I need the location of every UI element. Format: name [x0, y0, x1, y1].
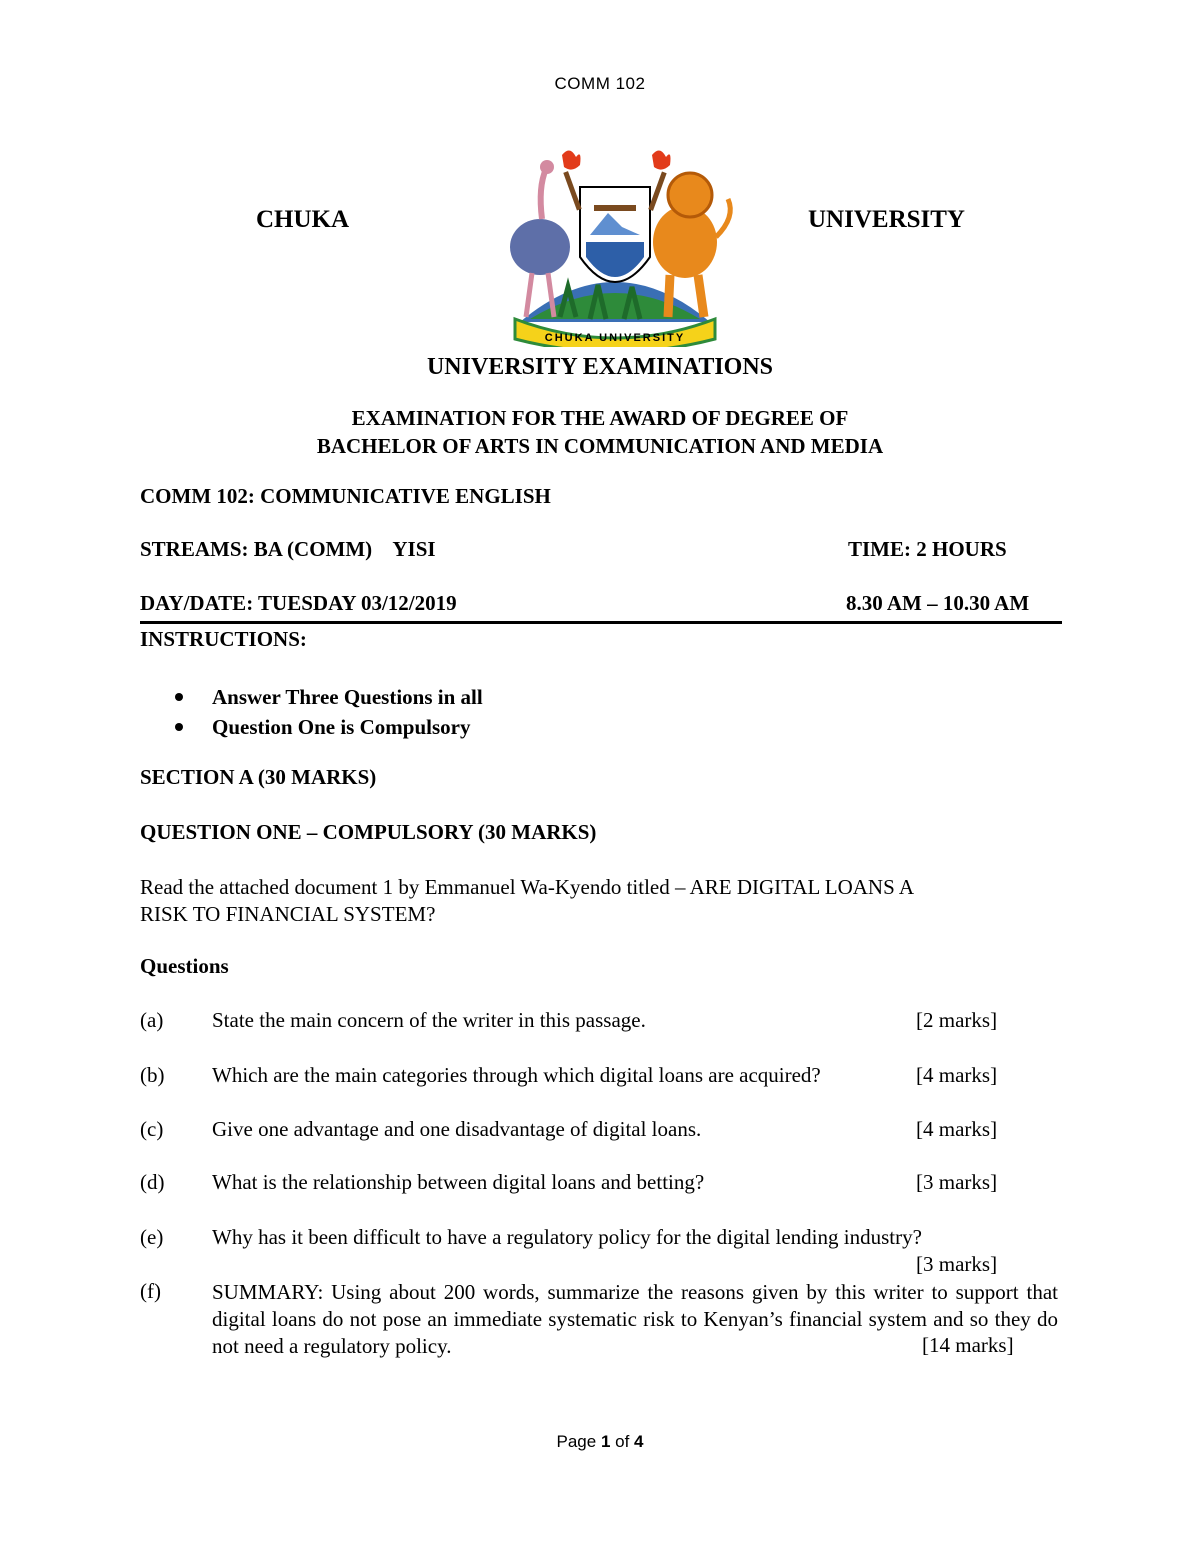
current-page: 1: [600, 1432, 611, 1451]
question-label: (a): [140, 1008, 164, 1032]
question-one-heading: QUESTION ONE – COMPULSORY (30 MARKS): [140, 820, 597, 844]
exam-time-range: 8.30 AM – 10.30 AM: [846, 591, 1030, 615]
question-label: (e): [140, 1225, 164, 1249]
header-divider: [140, 621, 1062, 624]
question-marks: [4 marks]: [916, 1063, 998, 1087]
question-label: (c): [140, 1117, 164, 1141]
award-line-2: BACHELOR OF ARTS IN COMMUNICATION AND MEDIA: [316, 434, 884, 458]
question-label: (b): [140, 1063, 165, 1087]
crest-emblem-icon: [490, 147, 740, 347]
exam-duration: TIME: 2 HOURS: [848, 537, 1007, 561]
instructions-list: [175, 682, 483, 742]
instruction-item: Answer Three Questions in all: [175, 682, 483, 712]
question-text: Which are the main categories through which digital loans are acquired?: [212, 1063, 821, 1087]
question-row-f: [140, 1279, 1062, 1363]
question-text: Why has it been difficult to have a regulatory policy for the digital lending industry?: [212, 1225, 922, 1249]
question-row-c: [140, 1117, 1062, 1145]
question-marks: [14 marks]: [916, 1333, 1014, 1358]
question-marks: [2 marks]: [916, 1008, 998, 1032]
question-marks: [3 marks]: [916, 1170, 998, 1194]
question-intro: [140, 874, 914, 928]
crest-banner-text: CHUKA UNIVERSITY: [544, 332, 686, 344]
institution-right-word: UNIVERSITY: [808, 206, 965, 233]
section-a-heading: SECTION A (30 MARKS): [140, 765, 377, 789]
question-text: What is the relationship between digital loans and betting?: [212, 1170, 705, 1194]
page-header: COMM 102: [554, 74, 646, 93]
question-row-e: [140, 1225, 1062, 1281]
streams: STREAMS: BA (COMM) YISI: [140, 537, 436, 561]
institution-left-word: CHUKA: [256, 206, 350, 233]
instructions-heading: INSTRUCTIONS:: [140, 627, 307, 651]
questions-heading: Questions: [140, 954, 229, 978]
instruction-item: Question One is Compulsory: [175, 712, 483, 742]
page-footer: Page 1 of 4: [556, 1432, 644, 1451]
exam-day-date: DAY/DATE: TUESDAY 03/12/2019: [140, 591, 457, 615]
award-heading: [0, 404, 1200, 460]
intro-line-2: RISK TO FINANCIAL SYSTEM?: [140, 902, 436, 926]
exam-title: UNIVERSITY EXAMINATIONS: [426, 354, 774, 380]
question-label: (d): [140, 1170, 165, 1194]
university-crest: [490, 147, 740, 347]
question-row-d: [140, 1170, 1062, 1198]
intro-line-1: Read the attached document 1 by Emmanuel Wa-Kyendo titled – ARE DIGITAL LOANS A: [140, 875, 915, 899]
total-pages: 4: [634, 1432, 644, 1451]
bullet-icon: [175, 723, 183, 731]
question-text: State the main concern of the writer in this passage.: [212, 1008, 646, 1032]
question-marks: [4 marks]: [916, 1117, 998, 1141]
question-text: Give one advantage and one disadvantage of digital loans.: [212, 1117, 702, 1141]
bullet-icon: [175, 693, 183, 701]
question-row-b: [140, 1063, 1062, 1091]
course-title: COMM 102: COMMUNICATIVE ENGLISH: [140, 484, 551, 508]
question-label: (f): [140, 1279, 161, 1303]
question-text: SUMMARY: Using about 200 words, summarize the reasons given by this writer to support that digital loans do not pose an immediate systematic risk to Kenyan’s financial system and so they do not need a regulatory policy.: [212, 1280, 1058, 1358]
question-marks: [3 marks]: [916, 1252, 998, 1276]
question-row-a: [140, 1008, 1062, 1036]
award-line-1: EXAMINATION FOR THE AWARD OF DEGREE OF: [351, 406, 849, 430]
